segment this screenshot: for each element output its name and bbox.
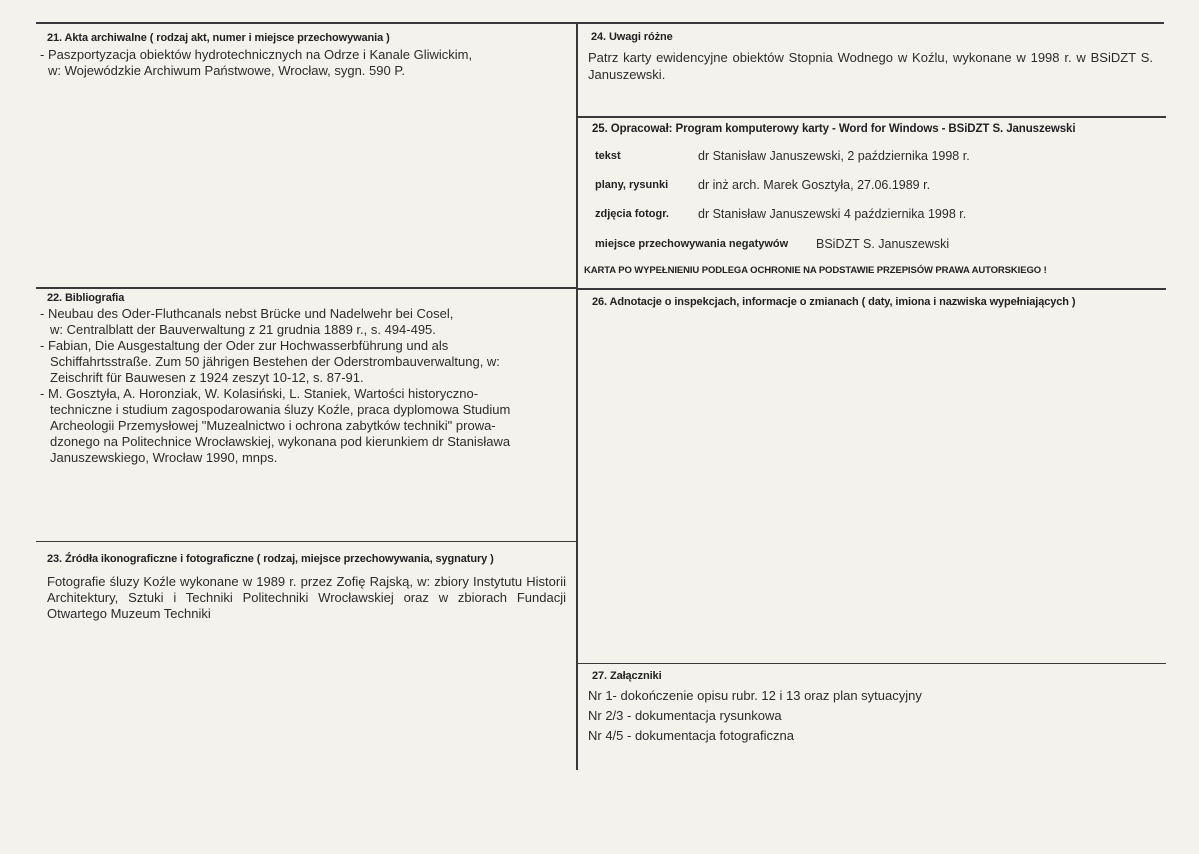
bibliography-line: - M. Gosztyła, A. Horonziak, W. Kolasiński, L. Staniek, Wartości historyczno-: [40, 386, 479, 401]
top-rule: [36, 22, 1164, 24]
section-23-heading: 23. Źródła ikonograficzne i fotograficzne ( rodzaj, miejsce przechowywania, sygnatury ): [47, 553, 494, 565]
attachment-item: Nr 2/3 - dokumentacja rysunkowa: [588, 708, 782, 723]
attachment-item: Nr 1- dokończenie opisu rubr. 12 i 13 oraz plan sytuacyjny: [588, 688, 922, 703]
section-24-remarks: [588, 31, 1153, 83]
drawings-author-label: plany, rysunki: [595, 179, 669, 191]
section-27-attachments: [588, 670, 1163, 744]
rule-right-25-26: [578, 288, 1166, 290]
bibliography-line: Zeischrift für Bauwesen z 1924 zeszyt 10-12, s. 87-91.: [50, 370, 364, 385]
section-26-annotations: [588, 296, 1163, 308]
rule-right-24-25: [578, 116, 1166, 118]
bibliography-line: w: Centralblatt der Bauverwaltung z 21 grudnia 1889 r., s. 494-495.: [50, 322, 436, 337]
section-25-heading: 25. Opracował: Program komputerowy karty - Word for Windows - BSiDZT S. Januszewski: [592, 123, 1076, 135]
rule-left-22-23: [36, 541, 576, 542]
bibliography-line: - Fabian, Die Ausgestaltung der Oder zur Hochwasserbführung und als: [40, 338, 449, 353]
text-author-label: tekst: [595, 150, 621, 162]
section-21-line: - Paszportyzacja obiektów hydrotechnicznych na Odrze i Kanale Gliwickim,: [40, 47, 473, 62]
section-21-heading: 21. Akta archiwalne ( rodzaj akt, numer i miejsce przechowywania ): [47, 32, 390, 44]
bibliography-line: - Neubau des Oder-Fluthcanals nebst Brücke und Nadelwehr bei Cosel,: [40, 306, 454, 321]
bibliography-line: dzonego na Politechnice Wrocławskiej, wykonana pod kierunkiem dr Stanisława: [50, 434, 511, 449]
photos-author-label: zdjęcia fotogr.: [595, 208, 669, 220]
section-22-heading: 22. Bibliografia: [47, 292, 125, 304]
rule-left-21-22: [36, 287, 576, 289]
section-23-iconographic-sources: [40, 553, 566, 622]
drawings-author-value: dr inż arch. Marek Gosztyła, 27.06.1989 r.: [698, 178, 931, 192]
copyright-warning: KARTA PO WYPEŁNIENIU PODLEGA OCHRONIE NA PODSTAWIE PRZEPISÓW PRAWA AUTORSKIEGO !: [584, 265, 1047, 276]
bibliography-line: Schiffahrtsstraße. Zum 50 jährigen Bestehen der Oderstrombauverwaltung, w:: [50, 354, 500, 369]
bibliography-line: Januszewskiego, Wrocław 1990, mnps.: [50, 450, 278, 465]
section-27-heading: 27. Załączniki: [592, 670, 662, 682]
section-21-archival-records: [40, 32, 570, 79]
center-divider: [576, 22, 578, 770]
section-24-heading: 24. Uwagi różne: [591, 31, 673, 43]
negatives-location-label: miejsce przechowywania negatywów: [595, 238, 789, 250]
negatives-location-value: BSiDZT S. Januszewski: [816, 237, 950, 251]
bibliography-line: techniczne i studium zagospodarowania śluzy Koźle, praca dyplomowa Studium: [50, 402, 511, 417]
section-22-bibliography: [40, 292, 570, 466]
section-26-heading: 26. Adnotacje o inspekcjach, informacje o zmianach ( daty, imiona i nazwiska wypełniających ): [592, 296, 1076, 308]
section-23-text: Fotografie śluzy Koźle wykonane w 1989 r. przez Zofię Rajską, w: zbiory Instytutu Historii Architektury, Sztuki i Techniki Politechniki Wrocławskiej oraz w zbiorach Fundacji Otwartego Muzeum Techniki: [47, 574, 566, 621]
section-24-text: Patrz karty ewidencyjne obiektów Stopnia Wodnego w Koźlu, wykonane w 1998 r. w BSiDZT S. Januszewski.: [588, 50, 1153, 82]
section-21-line: w: Wojewódzkie Archiwum Państwowe, Wrocław, sygn. 590 P.: [48, 63, 405, 78]
text-author-value: dr Stanisław Januszewski, 2 października 1998 r.: [698, 149, 970, 163]
rule-right-26-27: [578, 663, 1166, 664]
photos-author-value: dr Stanisław Januszewski 4 października 1998 r.: [698, 207, 967, 221]
bibliography-line: Archeologii Przemysłowej "Muzealnictwo i ochrona zabytków techniki" prowa-: [50, 418, 496, 433]
section-25-prepared-by: [584, 123, 1168, 283]
attachment-item: Nr 4/5 - dokumentacja fotograficzna: [588, 728, 794, 743]
